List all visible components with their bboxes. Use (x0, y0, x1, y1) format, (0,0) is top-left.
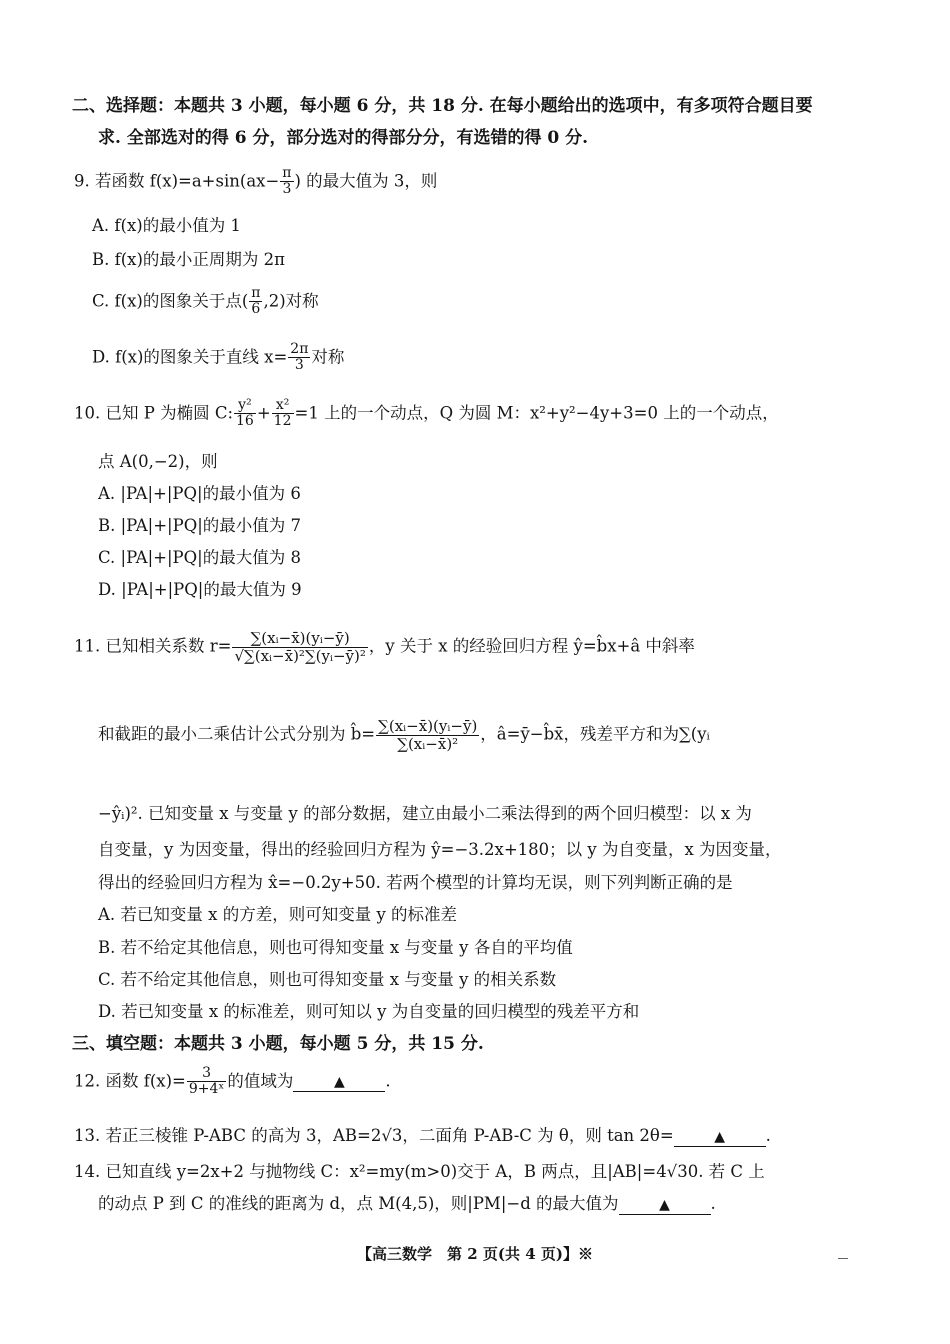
q11-line2: 和截距的最小二乘估计公式分别为 b̂= $\frac{\text{∑(xᵢ−x̄)(yᵢ−ȳ)}}{\text{∑(xᵢ−x̄)²}}$ ，â=ȳ−b̂x̄，残差平方和为∑(yᵢ (98, 717, 710, 753)
section-3-title: 三、填空题：本题共 3 小题，每小题 5 分，共 15 分. (72, 1034, 484, 1054)
q14-stem-cont: 的动点 P 到 C 的准线的距离为 d，点 M(4,5)，则|PM|−d 的最大值为 ▲ . (98, 1194, 716, 1213)
q10-option-d: D. |PA|+|PQ|的最大值为 9 (98, 580, 302, 599)
q10-fraction-y: $\frac{\text{y²}}{16}$ (236, 397, 254, 430)
q9-stem-text: 9. 若函数 f(x)=a+sin(ax− (74, 171, 280, 191)
q11-r-formula: $\frac{\text{∑(xᵢ−x̄)(yᵢ−ȳ)}}{\text{√∑(xᵢ−x̄)²∑(yᵢ−ȳ)²}}$ (234, 629, 366, 665)
q12-answer-blank[interactable] (293, 1071, 385, 1092)
q9-stem-tail: ) 的最大值为 3，则 (294, 171, 438, 191)
q9-option-d: D. f(x)的图象关于直线 x= $\frac{2\pi}{3}$ 对称 (92, 341, 345, 374)
q13-answer-blank[interactable] (674, 1126, 766, 1147)
section-2-title-cont: 求. 全部选对的得 6 分，部分选对的得部分分，有选错的得 0 分. (98, 128, 589, 148)
q12-fraction: $\frac{3}{\text{9+4ˣ}}$ (188, 1065, 225, 1098)
q9-option-c: C. f(x)的图象关于点( $\frac{\pi}{6}$ ,2)对称 (92, 285, 319, 318)
q10-fraction-x: $\frac{\text{x²}}{12}$ (273, 397, 292, 430)
q11-option-a: A. 若已知变量 x 的方差，则可知变量 y 的标准差 (98, 905, 458, 924)
q12-stem: 12. 函数 f(x)= $\frac{3}{\text{9+4ˣ}}$ 的值域为 ▲ . (74, 1065, 391, 1098)
q14-answer-blank[interactable] (619, 1194, 711, 1215)
q10-option-c: C. |PA|+|PQ|的最大值为 8 (98, 548, 301, 567)
q9-stem (74, 166, 437, 198)
triangle-icon: ▲ (714, 1129, 726, 1145)
q14-stem: 14. 已知直线 y=2x+2 与抛物线 C：x²=my(m>0)交于 A，B 两点，且|AB|=4√30. 若 C 上 (74, 1162, 765, 1181)
q11-line4: 自变量，y 为因变量，得出的经验回归方程为 ŷ=−3.2x+180；以 y 为自变量，x 为因变量， (98, 840, 782, 859)
q11-option-c: C. 若不给定其他信息，则也可得知变量 x 与变量 y 的相关系数 (98, 970, 557, 989)
q9-option-a: A. f(x)的最小值为 1 (92, 216, 241, 235)
corner-mark (838, 1258, 848, 1259)
q9-d-fraction: $\frac{2\pi}{3}$ (290, 341, 309, 374)
q10-stem-cont: 点 A(0,−2)，则 (98, 452, 218, 471)
page-footer: 【高三数学 第 2 页(共 4 页)】※ (357, 1245, 593, 1263)
q9-fraction: $\frac{\pi}{3}$ (282, 165, 292, 198)
triangle-icon: ▲ (333, 1074, 345, 1091)
q13-stem: 13. 若正三棱锥 P-ABC 的高为 3，AB=2√3，二面角 P-AB-C 为 θ，则 tan 2θ= ▲ . (74, 1126, 771, 1145)
q10-option-a: A. |PA|+|PQ|的最小值为 6 (98, 484, 301, 503)
q11-stem: 11. 已知相关系数 r= $\frac{\text{∑(xᵢ−x̄)(yᵢ−ȳ)}}{\text{√∑(xᵢ−x̄)²∑(yᵢ−ȳ)²}}$ ，y 关于 x 的经验回归方程 ŷ=b̂x+â 中斜率 (74, 629, 695, 665)
q11-option-b: B. 若不给定其他信息，则也可得知变量 x 与变量 y 各自的平均值 (98, 938, 573, 957)
q9-c-fraction: $\frac{\pi}{6}$ (251, 285, 261, 318)
triangle-icon: ▲ (659, 1197, 670, 1213)
q10-stem: 10. 已知 P 为椭圆 C: $\frac{\text{y²}}{16}$ + $\frac{\text{x²}}{12}$ =1 上的一个动点，Q 为圆 M：x²+y²−4y+3=0 上的一个动点， (74, 397, 779, 430)
section-2-title: 二、选择题：本题共 3 小题，每小题 6 分，共 18 分. 在每小题给出的选项中，有多项符合题目要 (72, 96, 813, 116)
q11-line5: 得出的经验回归方程为 x̂=−0.2y+50. 若两个模型的计算均无误，则下列判断正确的是 (98, 873, 733, 892)
q9-option-b: B. f(x)的最小正周期为 2π (92, 250, 285, 269)
q10-option-b: B. |PA|+|PQ|的最小值为 7 (98, 516, 302, 535)
q11-option-d: D. 若已知变量 x 的标准差，则可知以 y 为自变量的回归模型的残差平方和 (98, 1002, 640, 1021)
q11-line3: −ŷᵢ)². 已知变量 x 与变量 y 的部分数据，建立由最小二乘法得到的两个回归模型：以 x 为 (98, 804, 752, 823)
q11-b-formula: $\frac{\text{∑(xᵢ−x̄)(yᵢ−ȳ)}}{\text{∑(xᵢ−x̄)²}}$ (378, 717, 478, 753)
